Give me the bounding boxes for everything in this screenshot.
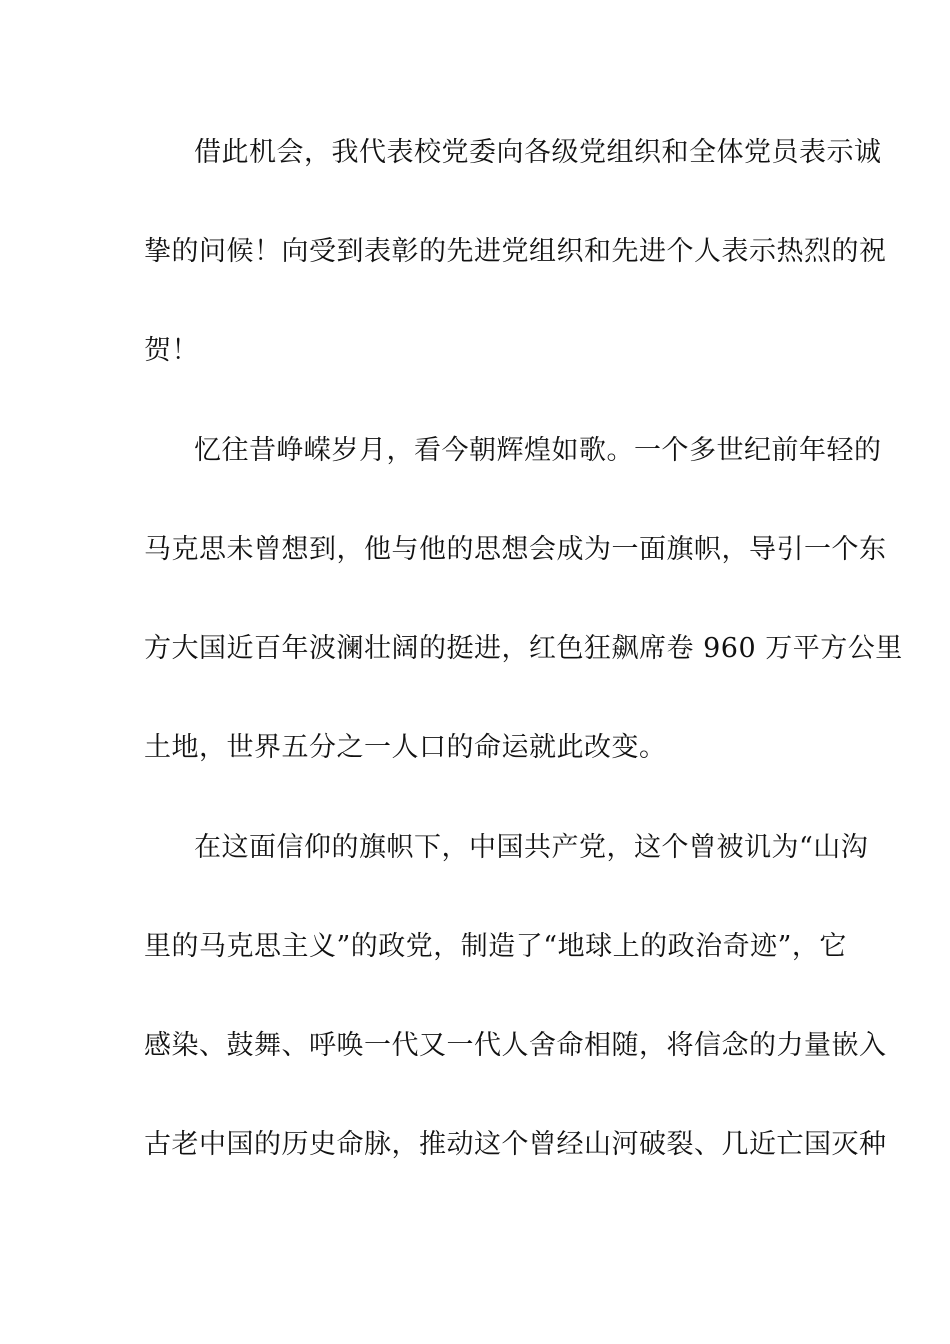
paragraph-2-line-4: 土地，世界五分之一人口的命运就此改变。 — [144, 732, 667, 763]
paragraph-1-line-2: 挚的问候！向受到表彰的先进党组织和先进个人表示热烈的祝 — [144, 236, 887, 267]
paragraph-1-line-1: 借此机会，我代表校党委向各级党组织和全体党员表示诚 — [194, 137, 882, 168]
paragraph-2-line-1: 忆往昔峥嵘岁月，看今朝辉煌如歌。一个多世纪前年轻的 — [194, 435, 882, 466]
paragraph-3-line-1: 在这面信仰的旗帜下，中国共产党，这个曾被讥为“山沟 — [194, 832, 869, 863]
paragraph-3-line-3: 感染、鼓舞、呼唤一代又一代人舍命相随，将信念的力量嵌入 — [144, 1030, 887, 1061]
paragraph-3-line-2: 里的马克思主义”的政党，制造了“地球上的政治奇迹”，它 — [144, 931, 847, 962]
paragraph-2-line-2: 马克思未曾想到，他与他的思想会成为一面旗帜，导引一个东 — [144, 534, 887, 565]
paragraph-1-line-3: 贺！ — [144, 335, 199, 366]
paragraph-2-line-3: 方大国近百年波澜壮阔的挺进，红色狂飙席卷 960 万平方公里 — [144, 633, 903, 664]
paragraph-3-line-4: 古老中国的历史命脉，推动这个曾经山河破裂、几近亡国灭种 — [144, 1129, 887, 1160]
